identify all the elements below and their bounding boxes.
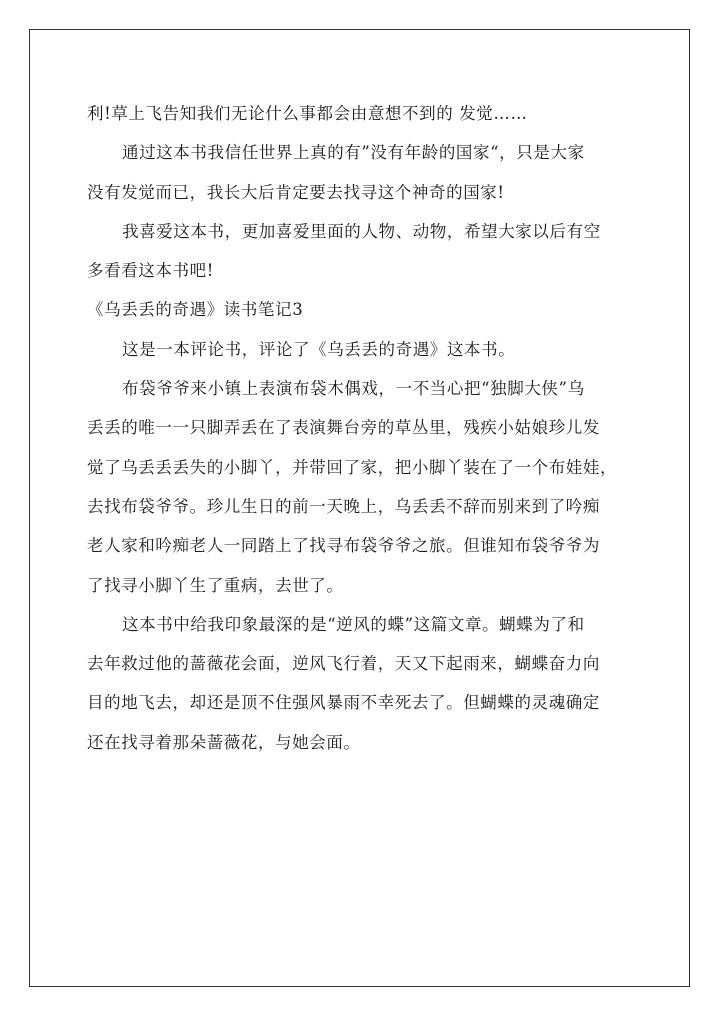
text-line-3: 没有发觉而已，我长大后肯定要去找寻这个神奇的国家! <box>87 182 505 202</box>
text-line-2: 通过这本书我信任世界上真的有”没有年龄的国家“，只是大家 <box>122 143 585 163</box>
text-line-16: 目的地飞去，却还是顶不住强风暴雨不幸死去了。但蝴蝶的灵魂确定 <box>87 693 600 713</box>
text-line-17: 还在找寻着那朵蔷薇花，与她会面。 <box>87 732 361 752</box>
text-line-14: 这本书中给我印象最深的是“逆风的蝶”这篇文章。蝴蝶为了和 <box>122 614 585 634</box>
text-line-1: 利!草上飞告知我们无论什么事都会由意想不到的 发觉…… <box>87 104 528 123</box>
text-line-9: 丢丢的唯一一只脚弄丢在了表演舞台旁的草丛里，残疾小姑娘珍儿发 <box>87 418 600 438</box>
text-line-13: 了找寻小脚丫生了重病，去世了。 <box>87 575 344 595</box>
text-line-10: 觉了乌丢丢丢失的小脚丫，并带回了家，把小脚丫装在了一个布娃娃， <box>87 457 618 477</box>
section-heading: 《乌丢丢的奇遇》读书笔记3 <box>87 300 304 320</box>
text-line-11: 去找布袋爷爷。珍儿生日的前一天晚上，乌丢丢不辞而别来到了吟痴 <box>87 496 600 516</box>
text-line-8: 布袋爷爷来小镇上表演布袋木偶戏，一不当心把“独脚大侠”乌 <box>122 379 585 399</box>
text-line-4: 我喜爱这本书，更加喜爱里面的人物、动物，希望大家以后有空 <box>122 221 601 241</box>
text-line-5: 多看看这本书吧! <box>87 261 214 281</box>
text-line-12: 老人家和吟痴老人一同踏上了找寻布袋爷爷之旅。但谁知布袋爷爷为 <box>87 536 600 556</box>
document-body <box>87 94 635 762</box>
text-line-15: 去年救过他的蔷薇花会面，逆风飞行着，天又下起雨来，蝴蝶奋力向 <box>87 654 600 674</box>
text-line-7: 这是一本评论书，评论了《乌丢丢的奇遇》这本书。 <box>122 339 516 359</box>
